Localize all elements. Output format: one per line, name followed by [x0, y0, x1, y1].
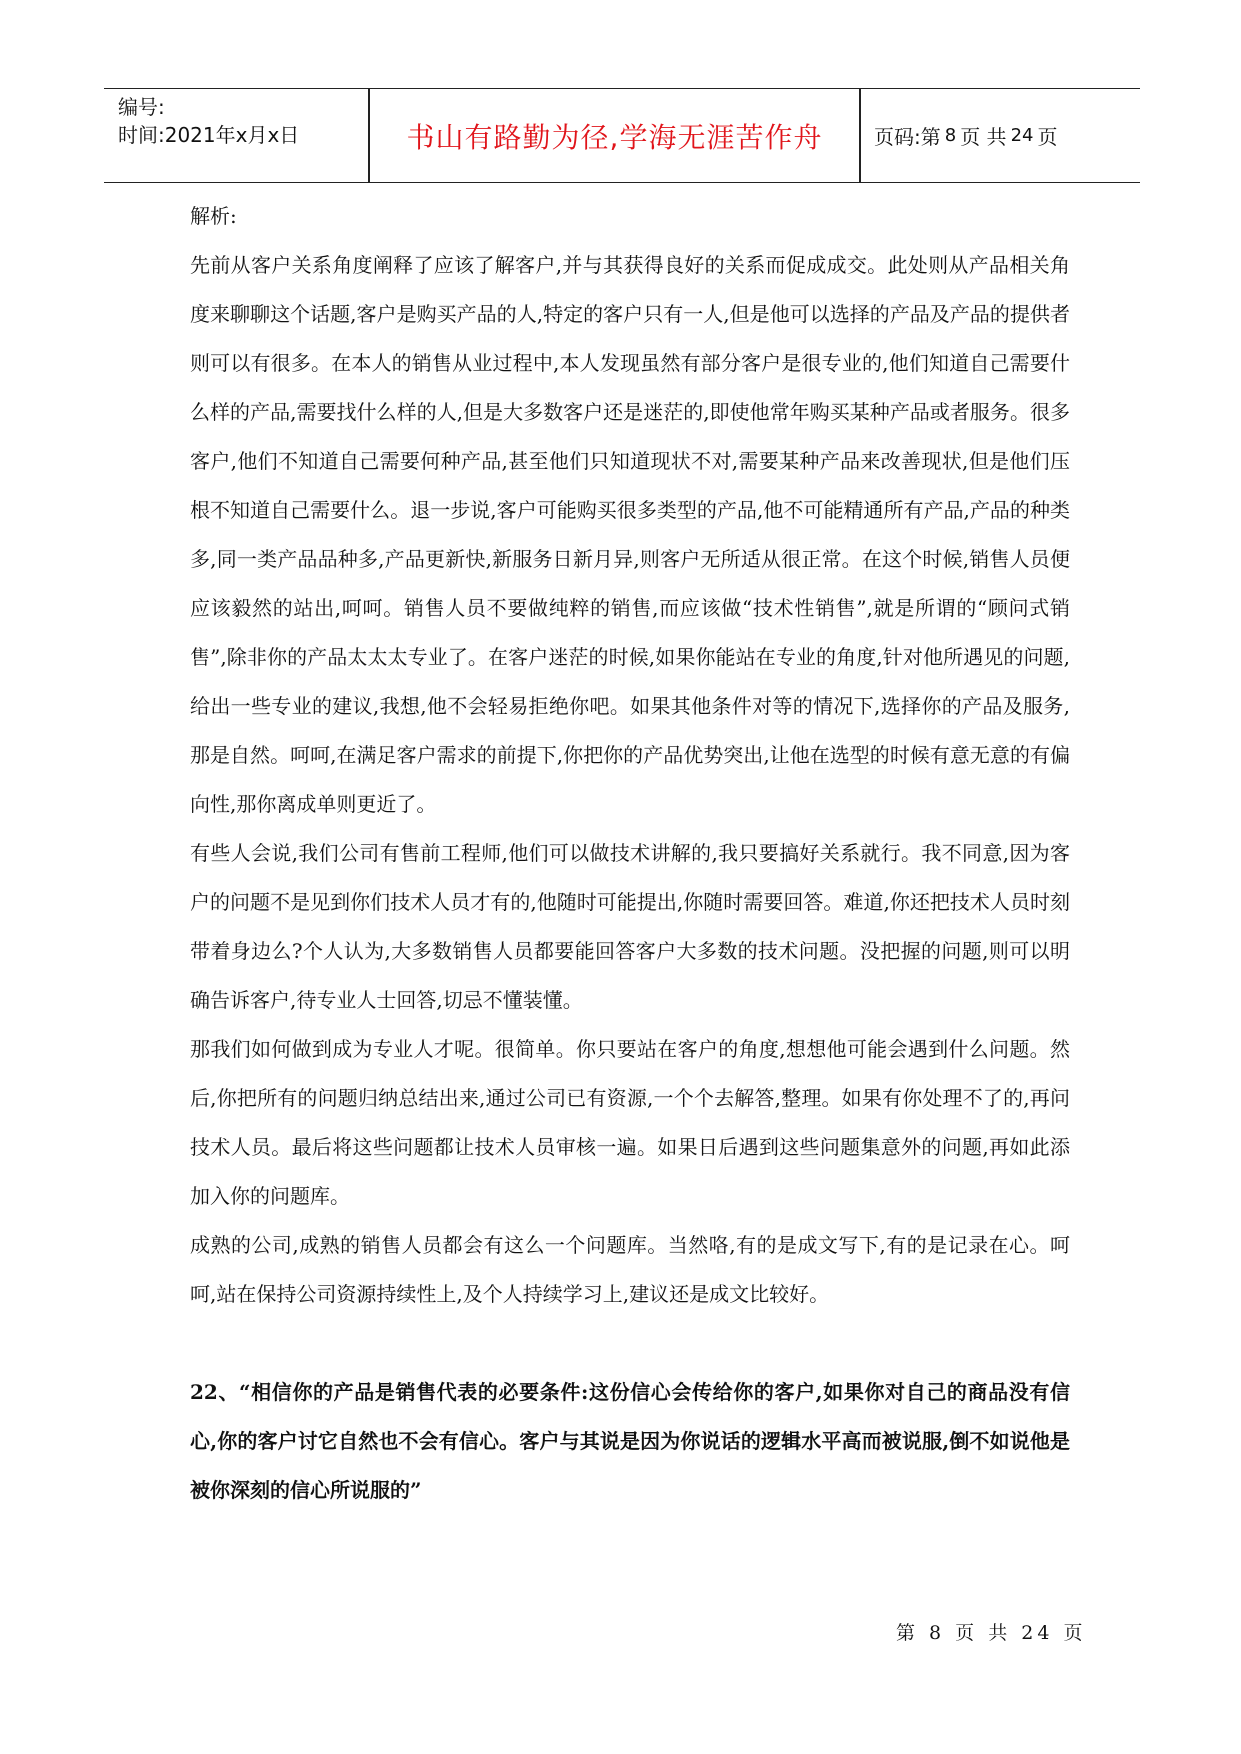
body-paragraph-2: 有些人会说,我们公司有售前工程师,他们可以做技术讲解的,我只要搞好关系就行。我不同意,因为客户的问题不是见到你们技术人员才有的,他随时可能提出,你随时需要回答。难道,你还把技术人员时刻带着身边么?个人认为,大多数销售人员都要能回答客户大多数的技术问题。没把握的问题,则可以明确告诉客户,待专业人士回答,切忌不懂装懂。	[190, 841, 1070, 1012]
page-prefix: 页码:第	[874, 125, 941, 149]
document-body	[190, 192, 1070, 1515]
page-mid: 页 共	[960, 125, 1007, 149]
page-footer: 第 8 页 共 24 页	[896, 1622, 1087, 1644]
question-22: 22、“相信你的产品是销售代表的必要条件:这份信心会传给你的客户,如果你对自己的商品没有信心,你的客户讨它自然也不会有信心。客户与其说是因为你说话的逻辑水平高而被说服,倒不如说他是被你深刻的信心所说服的”	[190, 1380, 1070, 1502]
page-suffix: 页	[1037, 125, 1058, 149]
body-paragraph-4: 成熟的公司,成熟的销售人员都会有这么一个问题库。当然咯,有的是成文写下,有的是记录在心。呵呵,站在保持公司资源持续性上,及个人持续学习上,建议还是成文比较好。	[190, 1233, 1070, 1306]
page-current: 8	[944, 125, 957, 146]
body-paragraph-1: 先前从客户关系角度阐释了应该了解客户,并与其获得良好的关系而促成成交。此处则从产品相关角度来聊聊这个话题,客户是购买产品的人,特定的客户只有一人,但是他可以选择的产品及产品的提供者则可以有很多。在本人的销售从业过程中,本人发现虽然有部分客户是很专业的,他们知道自己需要什么样的产品,需要找什么样的人,但是大多数客户还是迷茫的,即使他常年购买某种产品或者服务。很多客户,他们不知道自己需要何种产品,甚至他们只知道现状不对,需要某种产品来改善现状,但是他们压根不知道自己需要什么。退一步说,客户可能购买很多类型的产品,他不可能精通所有产品,产品的种类多,同一类产品品种多,产品更新快,新服务日新月异,则客户无所适从很正常。在这个时候,销售人员便应该毅然的站出,呵呵。销售人员不要做纯粹的销售,而应该做“技术性销售”,就是所谓的“顾问式销售”,除非你的产品太太太专业了。在客户迷茫的时候,如果你能站在专业的角度,针对他所遇见的问题,给出一些专业的建议,我想,他不会轻易拒绝你吧。如果其他条件对等的情况下,选择你的产品及服务,那是自然。呵呵,在满足客户需求的前提下,你把你的产品优势突出,让他在选型的时候有意无意的有偏向性,那你离成单则更近了。	[190, 253, 1070, 816]
body-paragraph-3: 那我们如何做到成为专业人才呢。很简单。你只要站在客户的角度,想想他可能会遇到什么问题。然后,你把所有的问题归纳总结出来,通过公司已有资源,一个个去解答,整理。如果有你处理不了的,再问技术人员。最后将这些问题都让技术人员审核一遍。如果日后遇到这些问题集意外的问题,再如此添加入你的问题库。	[190, 1037, 1070, 1208]
analysis-heading: 解析:	[190, 204, 237, 228]
serial-number-label: 编号:	[118, 95, 165, 119]
paragraph-spacer	[190, 1319, 1070, 1368]
time-label: 时间:2021年x月x日	[118, 123, 300, 147]
header-page-indicator	[874, 89, 1057, 182]
header-divider-right	[859, 89, 861, 182]
page-header	[104, 88, 1140, 183]
page-total: 24	[1010, 125, 1034, 146]
header-meta	[118, 93, 299, 149]
header-slogan: 书山有路勤为径,学海无涯苦作舟	[406, 120, 823, 154]
